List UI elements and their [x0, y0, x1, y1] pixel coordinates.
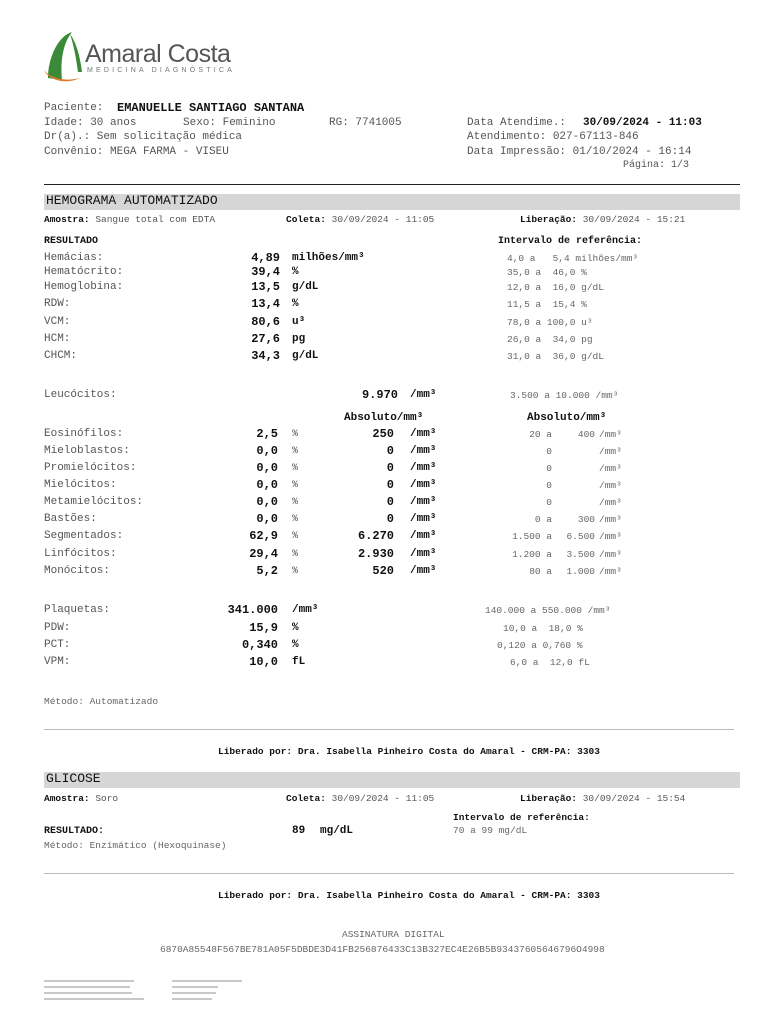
hemograma-title-bar — [44, 194, 740, 210]
result-value: 4,89 — [251, 251, 280, 265]
platelet-name: VPM: — [44, 656, 71, 668]
diff-pct-sign: % — [292, 446, 299, 457]
signature-label: ASSINATURA DIGITAL — [342, 929, 445, 940]
result-name: Hemácias: — [44, 252, 104, 264]
diff-abs: 520 — [372, 564, 394, 578]
diff-name: Monócitos: — [44, 565, 111, 577]
diff-pct-sign: % — [292, 429, 299, 440]
diff-name: Bastões: — [44, 513, 97, 525]
patient-rg: RG: 7741005 — [329, 117, 402, 129]
diff-pct-sign: % — [292, 463, 299, 474]
patient-label: Paciente: — [44, 102, 104, 114]
abs-header: Absoluto/mm³ — [344, 412, 424, 424]
diff-ref-unit: /mm³ — [599, 514, 622, 525]
diff-name: Linfócitos: — [44, 548, 117, 560]
platelet-name: Plaquetas: — [44, 604, 111, 616]
result-ref: 35,0 a 46,0 % — [507, 267, 587, 278]
diff-ref-low: 20 a — [529, 429, 552, 440]
hemograma-collect: Coleta: 30/09/2024 - 11:05 — [286, 214, 435, 225]
result-ref: 78,0 a 100,0 u³ — [507, 317, 593, 328]
diff-name: Promielócitos: — [44, 462, 137, 474]
hemograma-ref-label: Intervalo de referência: — [498, 236, 643, 247]
diff-unit: /mm³ — [410, 548, 437, 560]
leuco-unit: /mm³ — [410, 389, 437, 401]
glicose-ref: 70 a 99 mg/dL — [453, 825, 528, 836]
glicose-sample: Amostra: Soro — [44, 793, 119, 804]
footer-fine-print — [44, 978, 264, 1004]
diff-abs: 0 — [386, 444, 394, 458]
diff-pct-sign: % — [292, 549, 299, 560]
result-ref: 11,5 a 15,4 % — [507, 299, 587, 310]
service-number: Atendimento: 027-67113-846 — [467, 131, 639, 143]
diff-pct-sign: % — [292, 531, 299, 542]
result-value: 13,4 — [251, 297, 280, 311]
result-value: 34,3 — [251, 349, 280, 363]
diff-pct-sign: % — [292, 480, 299, 491]
signature-hash: 6870A85548F567BE781A05F5DBDE3D41FB256876433C13B327EC4E26B5B93437605646796O4998 — [160, 944, 605, 955]
diff-ref-low: 1.200 a — [512, 549, 552, 560]
diff-pct: 0,0 — [256, 495, 278, 509]
platelet-value: 0,340 — [241, 638, 278, 652]
result-unit: u³ — [292, 316, 306, 328]
patient-name: EMANUELLE SANTIAGO SANTANA — [117, 101, 305, 115]
diff-ref-unit: /mm³ — [599, 549, 622, 560]
result-unit: % — [292, 266, 299, 278]
glicose-ref-label: Intervalo de referência: — [453, 812, 590, 823]
hemograma-released-by: Liberado por: Dra. Isabella Pinheiro Costa do Amaral - CRM-PA: 3303 — [218, 746, 600, 757]
diff-pct: 0,0 — [256, 512, 278, 526]
hemograma-sample: Amostra: Sangue total com EDTA — [44, 214, 216, 225]
patient-insurance: Convênio: MEGA FARMA - VISEU — [44, 146, 229, 158]
platelet-ref: 140.000 a 550.000 /mm³ — [485, 605, 611, 616]
diff-name: Metamielócitos: — [44, 496, 144, 508]
diff-unit: /mm³ — [410, 479, 437, 491]
patient-sex: Sexo: Feminino — [183, 117, 276, 129]
diff-unit: /mm³ — [410, 530, 437, 542]
result-unit: milhões/mm³ — [292, 252, 365, 264]
platelet-unit: % — [292, 639, 299, 651]
diff-ref-high: 1.000 — [566, 566, 595, 577]
glicose-method: Método: Enzimático (Hexoquinase) — [44, 840, 227, 851]
diff-ref-unit: /mm³ — [599, 446, 622, 457]
platelet-value: 341.000 — [227, 603, 278, 617]
diff-ref-low: 80 a — [529, 566, 552, 577]
diff-ref-high: 3.500 — [566, 549, 595, 560]
diff-ref-low: 1.500 a — [512, 531, 552, 542]
platelet-name: PCT: — [44, 639, 71, 651]
result-name: Hemoglobina: — [44, 281, 124, 293]
diff-name: Mielócitos: — [44, 479, 117, 491]
diff-unit: /mm³ — [410, 513, 437, 525]
diff-unit: /mm³ — [410, 462, 437, 474]
platelet-ref: 10,0 a 18,0 % — [503, 623, 583, 634]
result-unit: g/dL — [292, 281, 319, 293]
diff-ref-unit: /mm³ — [599, 480, 622, 491]
diff-pct: 62,9 — [249, 529, 278, 543]
platelet-unit: fL — [292, 656, 306, 668]
diff-ref-unit: /mm³ — [599, 463, 622, 474]
platelet-name: PDW: — [44, 622, 71, 634]
result-name: CHCM: — [44, 350, 78, 362]
diff-pct: 2,5 — [256, 427, 278, 441]
result-name: HCM: — [44, 333, 71, 345]
diff-abs: 0 — [386, 512, 394, 526]
glicose-value: 89 — [292, 825, 306, 837]
diff-ref-low: 0 — [546, 497, 552, 508]
visit-date: 30/09/2024 - 11:03 — [583, 117, 702, 129]
visit-date-label: Data Atendime.: — [467, 117, 567, 129]
result-unit: g/dL — [292, 350, 319, 362]
result-value: 27,6 — [251, 332, 280, 346]
diff-ref-low: 0 a — [534, 514, 552, 525]
diff-pct-sign: % — [292, 497, 299, 508]
result-value: 13,5 — [251, 280, 280, 294]
diff-unit: /mm³ — [410, 496, 437, 508]
platelet-ref: 6,0 a 12,0 fL — [510, 657, 590, 668]
diff-pct: 0,0 — [256, 461, 278, 475]
diff-name: Mieloblastos: — [44, 445, 130, 457]
glicose-collect: Coleta: 30/09/2024 - 11:05 — [286, 793, 435, 804]
diff-abs: 0 — [386, 495, 394, 509]
leuco-ref: 3.500 a 10.000 /mm³ — [510, 390, 619, 401]
result-ref: 12,0 a 16,0 g/dL — [507, 282, 604, 293]
diff-ref-low: 0 — [546, 480, 552, 491]
page-number: Página: 1/3 — [623, 160, 690, 171]
diff-abs: 0 — [386, 478, 394, 492]
result-name: VCM: — [44, 316, 71, 328]
platelet-unit: % — [292, 622, 299, 634]
diff-pct: 29,4 — [249, 547, 278, 561]
diff-name: Segmentados: — [44, 530, 124, 542]
diff-ref-high: 300 — [577, 514, 595, 525]
glicose-result-label: RESULTADO: — [44, 826, 105, 837]
hemograma-release: Liberação: 30/09/2024 - 15:21 — [520, 214, 686, 225]
diff-ref-high: 400 — [577, 429, 595, 440]
glicose-title-bar — [44, 772, 740, 788]
diff-ref-low: 0 — [546, 463, 552, 474]
abs-ref-header: Absoluto/mm³ — [527, 412, 607, 424]
diff-ref-unit: /mm³ — [599, 497, 622, 508]
diff-abs: 2.930 — [357, 547, 394, 561]
diff-abs: 0 — [386, 461, 394, 475]
diff-unit: /mm³ — [410, 565, 437, 577]
diff-ref-low: 0 — [546, 446, 552, 457]
diff-ref-high: 6.500 — [566, 531, 595, 542]
leuco-name: Leucócitos: — [44, 389, 117, 401]
diff-pct: 5,2 — [256, 564, 278, 578]
diff-name: Eosinófilos: — [44, 428, 124, 440]
result-value: 80,6 — [251, 315, 280, 329]
brand-tagline: MEDICINA DIAGNÓSTICA — [87, 67, 236, 74]
diff-pct-sign: % — [292, 566, 299, 577]
result-unit: % — [292, 298, 299, 310]
result-name: Hematócrito: — [44, 266, 124, 278]
result-unit: pg — [292, 333, 306, 345]
platelet-ref: 0,120 a 0,760 % — [497, 640, 583, 651]
patient-age: Idade: 30 anos — [44, 117, 137, 129]
diff-abs: 6.270 — [357, 529, 394, 543]
hemograma-title: HEMOGRAMA AUTOMATIZADO — [46, 193, 218, 208]
glicose-released-by: Liberado por: Dra. Isabella Pinheiro Costa do Amaral - CRM-PA: 3303 — [218, 890, 600, 901]
diff-ref-unit: /mm³ — [599, 531, 622, 542]
header-divider — [44, 184, 740, 185]
result-ref: 31,0 a 36,0 g/dL — [507, 351, 604, 362]
diff-unit: /mm³ — [410, 428, 437, 440]
leuco-value: 9.970 — [361, 388, 398, 402]
logo-mark-icon — [40, 28, 84, 84]
patient-doctor: Dr(a).: Sem solicitação médica — [44, 131, 243, 143]
brand-name: Amaral Costa — [85, 40, 231, 68]
glicose-release: Liberação: 30/09/2024 - 15:54 — [520, 793, 686, 804]
glicose-divider — [44, 873, 734, 874]
diff-abs: 250 — [372, 427, 394, 441]
platelet-unit: /mm³ — [292, 604, 319, 616]
result-name: RDW: — [44, 298, 71, 310]
diff-ref-unit: /mm³ — [599, 429, 622, 440]
result-value: 39,4 — [251, 265, 280, 279]
hemograma-result-label: RESULTADO — [44, 236, 99, 247]
print-date: Data Impressão: 01/10/2024 - 16:14 — [467, 146, 692, 158]
platelet-value: 10,0 — [249, 655, 278, 669]
diff-pct-sign: % — [292, 514, 299, 525]
diff-ref-unit: /mm³ — [599, 566, 622, 577]
diff-pct: 0,0 — [256, 478, 278, 492]
logo — [40, 28, 84, 89]
diff-pct: 0,0 — [256, 444, 278, 458]
hemograma-divider — [44, 729, 734, 730]
platelet-value: 15,9 — [249, 621, 278, 635]
hemograma-method: Método: Automatizado — [44, 696, 159, 707]
diff-unit: /mm³ — [410, 445, 437, 457]
result-ref: 4,0 a 5,4 milhões/mm³ — [507, 253, 639, 264]
glicose-unit: mg/dL — [320, 825, 354, 837]
glicose-title: GLICOSE — [46, 771, 101, 786]
result-ref: 26,0 a 34,0 pg — [507, 334, 593, 345]
